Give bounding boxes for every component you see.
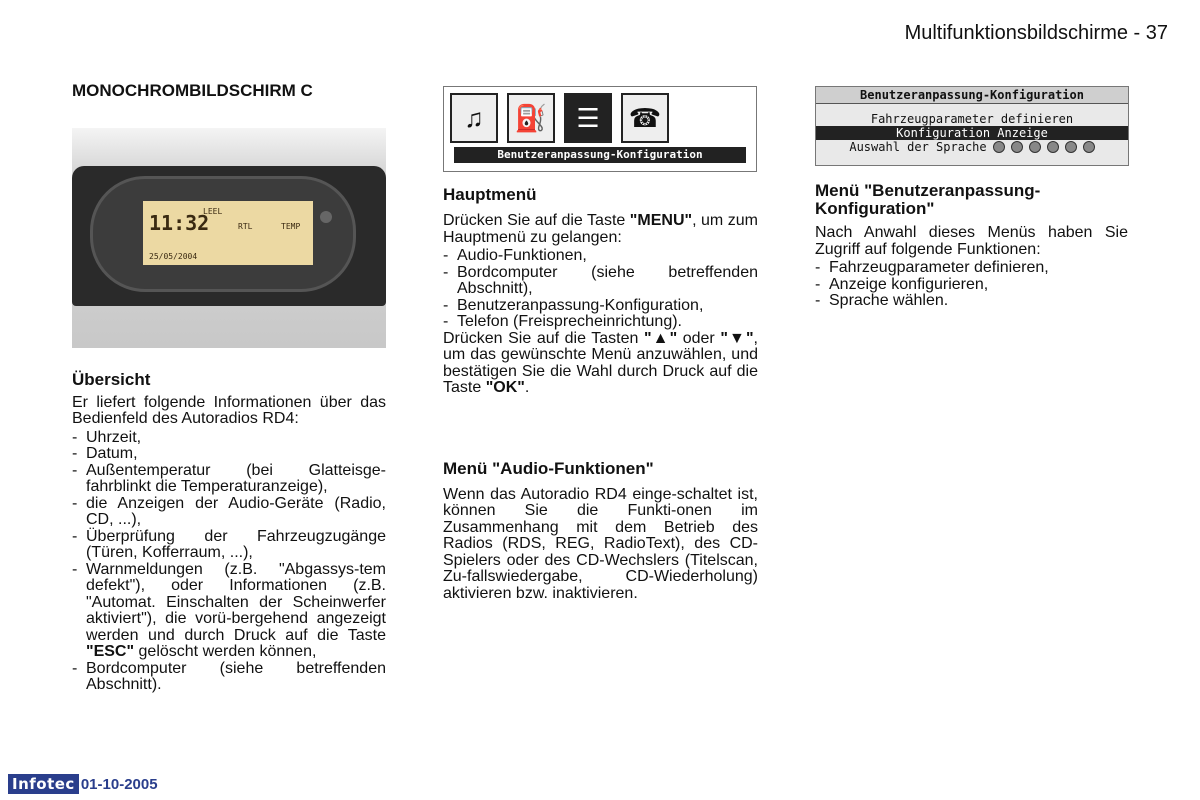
list-item: - Uhrzeit,	[72, 430, 386, 447]
flag-icon	[993, 141, 1005, 153]
section-heading-config: Menü "Benutzeranpassung-Konfiguration"	[815, 181, 1041, 218]
infotec-logo: Infotec	[8, 774, 79, 794]
dashboard-panel	[72, 166, 386, 306]
settings-sliders-icon: ☰	[564, 93, 612, 143]
section-heading-overview: Übersicht	[72, 369, 151, 389]
screen-menu-label: Benutzeranpassung-Konfiguration	[454, 147, 746, 163]
audio-description: Wenn das Autoradio RD4 einge-schaltet ist, können Sie die Funkti-onen im Zusammenhang mit dem Betrieb des Radios (RDS, REG, RadioText), des CD-Spielers oder des CD-Wechslers (Titelscan, Zu-fallswiedergabe, CD-Wiederholung) aktivieren bzw. inaktivieren.	[443, 485, 758, 602]
navigation-instructions	[443, 331, 758, 397]
esc-key-label: "ESC"	[86, 643, 135, 660]
page-header: Multifunktionsbildschirme - 37	[904, 22, 1168, 44]
footer	[8, 774, 158, 794]
list-item: - Datum,	[72, 446, 386, 463]
list-item: - Außentemperatur (bei Glatteisge-fahrblinkt die Temperaturanzeige),	[72, 463, 386, 496]
column-left	[72, 83, 386, 694]
lcd-date: 25/05/2004	[149, 251, 198, 261]
flag-icon	[1047, 141, 1059, 153]
dashboard-display-photo	[72, 128, 386, 348]
text: oder	[677, 329, 721, 347]
display-bezel	[90, 176, 356, 292]
text: , um das gewünschte Menü anzuwählen, und bestätigen Sie die Wahl durch Druck auf die Taste	[443, 329, 758, 396]
list-item: - Benutzeranpassung-Konfiguration,	[443, 298, 758, 315]
flag-icon	[1011, 141, 1023, 153]
main-menu-intro	[443, 213, 758, 246]
text: .	[524, 379, 530, 396]
footer-date: 01-10-2005	[80, 775, 158, 793]
section-heading-audio: Menü "Audio-Funktionen"	[443, 458, 654, 478]
screen-row-vehicle-params: Fahrzeugparameter definieren	[870, 112, 1074, 126]
flag-icon	[1083, 141, 1095, 153]
section-heading-main-menu: Hauptmenü	[443, 185, 537, 204]
lcd-clock: 11:32	[149, 210, 210, 235]
config-intro: Nach Anwahl dieses Menüs haben Sie Zugriff auf folgende Funktionen:	[815, 224, 1128, 258]
screen-row-language	[816, 140, 1128, 154]
menu-icon-row	[450, 93, 750, 145]
audio-icon: ♫	[450, 93, 498, 143]
text: , um zum Hauptmenü zu gelangen:	[443, 212, 758, 246]
lcd-line-1: LEEL	[203, 206, 223, 216]
flag-icon	[1065, 141, 1077, 153]
list-item: - Fahrzeugparameter definieren,	[815, 260, 1128, 277]
column-right	[815, 86, 1128, 310]
text: Drücken Sie auf die Taste	[443, 212, 630, 229]
overview-list	[72, 430, 386, 694]
phone-icon: ☎	[621, 93, 669, 143]
language-label: Auswahl der Sprache	[849, 140, 987, 154]
config-menu-screen-image	[815, 86, 1129, 166]
lcd-line-3: TEMP	[281, 221, 301, 231]
overview-intro: Er liefert folgende Informationen über das Bedienfeld des Autoradios RD4:	[72, 393, 386, 427]
fuel-computer-icon: ⛽	[507, 93, 555, 143]
list-item: - Bordcomputer (siehe betreffenden Abschnitt),	[443, 265, 758, 298]
display-knob	[320, 211, 332, 223]
warn-text-end: gelöscht werden können,	[134, 643, 317, 660]
list-item-warnings	[72, 562, 386, 661]
flag-icon	[1029, 141, 1041, 153]
list-item: - Sprache wählen.	[815, 293, 1128, 310]
up-key-label: "▲"	[643, 329, 678, 347]
list-item: - die Anzeigen der Audio-Geräte (Radio, CD, ...),	[72, 496, 386, 529]
column-middle	[443, 86, 758, 602]
list-item: - Bordcomputer (siehe betreffenden Abschnitt).	[72, 661, 386, 694]
list-item: - Audio-Funktionen,	[443, 248, 758, 265]
menu-key-label: "MENU"	[629, 212, 693, 229]
lcd-line-2: RTL	[238, 221, 253, 231]
main-menu-list	[443, 248, 758, 331]
screen-row-display-config: Konfiguration Anzeige	[816, 126, 1128, 140]
config-list	[815, 260, 1128, 310]
down-key-label: "▼"	[720, 329, 754, 347]
list-item: - Überprüfung der Fahrzeugzugänge (Türen, Kofferraum, ...),	[72, 529, 386, 562]
list-item: - Anzeige konfigurieren,	[815, 277, 1128, 294]
lcd-screen	[143, 201, 313, 265]
section-heading-monochrome: MONOCHROMBILDSCHIRM C	[72, 81, 313, 100]
main-menu-screen-image	[443, 86, 757, 172]
warn-text: Warnmeldungen (z.B. "Abgassys-tem defekt"), oder Informationen (z.B. "Automat. Einschalten der Scheinwerfer aktiviert"), die vorü-bergehend angezeigt werden und durch Druck auf die Taste	[86, 560, 386, 644]
ok-key-label: "OK"	[485, 379, 525, 396]
text: Drücken Sie auf die Tasten	[443, 329, 644, 347]
list-item: - Telefon (Freisprecheinrichtung).	[443, 314, 758, 331]
screen-header: Benutzeranpassung-Konfiguration	[816, 87, 1128, 104]
